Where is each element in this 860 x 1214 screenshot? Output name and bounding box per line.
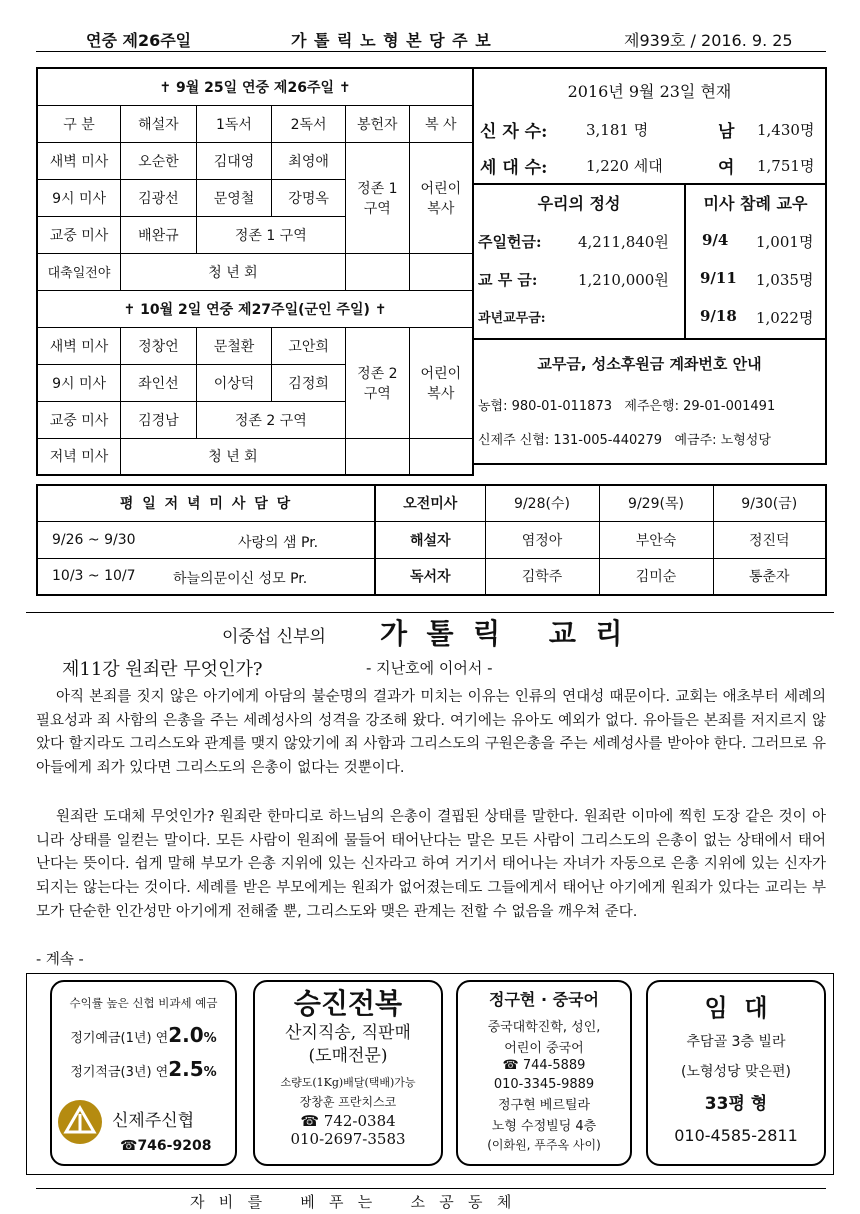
rate: 2.5 [168,1057,204,1081]
offering-amount: 1,210,000원 [578,271,669,289]
weekday-group: 하늘의문이신 성모 Pr. [173,571,308,588]
households-count: 1,220 세대 [586,157,663,175]
female-count: 1,751명 [757,157,815,175]
cell: 청 년 회 [121,438,346,475]
ad-line: (도매전문) [308,1046,388,1066]
ad-line: 산지직송, 직판매 [285,1023,411,1043]
ad-line: 33평 형 [704,1094,768,1114]
cell: 이상덕 [196,364,272,401]
ad-line: 수익률 높은 신협 비과세 예금 [69,996,218,1010]
ad-title: 정구현 · 중국어 [489,990,599,1009]
weekday-dates: 9/26 ~ 9/30 [52,531,136,548]
offerer-cell: 정존 1 구역 [345,142,409,253]
col-header: 구 분 [37,105,121,142]
ad-title: 승진전복 [293,987,403,1020]
ad-line: 정기예금(1년) 연 [70,1031,169,1046]
bulletin-header [36,26,826,52]
cell: 청 년 회 [121,253,346,290]
cell: 정진덕 [713,521,826,558]
mass-name: 새벽 미사 [37,327,121,364]
households-label: 세 대 수: [480,158,548,178]
liturgical-week: 연중 제26주일 [86,31,192,50]
cell: 김미순 [599,558,713,595]
continued-note: - 지난호에 이어서 - [366,659,493,677]
male-label: 남 [718,122,735,142]
mass-name: 새벽 미사 [37,142,121,179]
cell: 정존 1 구역 [196,216,345,253]
cell: 문영철 [196,179,272,216]
percent: % [203,1031,217,1046]
ad-rental [646,980,826,1166]
cell: 김정희 [272,364,346,401]
col-header: 봉헌자 [345,105,409,142]
ad-line: 정구현 베르틸라 [497,1098,591,1113]
server-cell: 어린이 복사 [409,142,473,253]
cell: 최영애 [272,142,346,179]
attendance-title: 미사 참례 교우 [703,194,808,213]
cell: 정창언 [121,327,197,364]
weekday-row [37,521,375,558]
doctrine-paragraph: 아직 본죄를 짓지 않은 아기에게 아담의 불순명의 결과가 미치는 이유는 인류의 연대성 때문이다. 교회는 애초부터 세례의 필요성과 죄 사함의 은총을 주는 세례성사의 성격을 강조해 왔다. 여기에는 유아도 예외가 없다. 유아들은 본죄를 저지르지 않았다 할지라도 그리스도와 관계를 맺지 않았기에 죄 사함과 그리스도의 구원은총을 주는 세례성사를 받아야 한다. 그러므로 유아들에게 죄가 있다면 그리스도의 은총이 없다는 것뿐이다. [36,689,826,777]
attendance-count: 1,035명 [756,271,814,289]
mass-name: 교중 미사 [37,216,121,253]
offering-title: 우리의 정성 [537,194,621,213]
cell: 부안숙 [599,521,713,558]
footer-motto [36,1188,826,1212]
ad-line: 노형 수정빌딩 4층 [491,1119,597,1134]
ad-abalone [253,980,443,1166]
ad-phone: ☎746-9208 [120,1138,212,1154]
motto-text: 자 비 를 베 푸 는 소 공 동 체 [190,1193,512,1211]
col-header: 해설자 [121,105,197,142]
attendance-date: 9/4 [702,231,729,249]
ad-line: (이화원, 푸주옥 사이) [487,1138,601,1152]
offerer-cell: 정존 2 구역 [345,327,409,438]
ad-line: 장창훈 프란치스코 [299,1095,397,1109]
attendance-date: 9/11 [700,269,737,287]
ad-line: 정기적금(3년) 연 [70,1065,169,1080]
male-count: 1,430명 [757,121,815,139]
schedule-banner-sep25: ✝ 9월 25일 연중 제26주일 ✝ [37,68,473,105]
weekday-title: 평 일 저 녁 미 사 담 당 [37,485,375,521]
mass-name: 저녁 미사 [37,438,121,475]
doctrine-paragraph: 원죄란 도대체 무엇인가? 원죄란 한마디로 하느님의 은총이 결핍된 상태를 말한다. 원죄란 이마에 찍힌 도장 같은 것이 아니라 상태를 일컫는 말이다. 모든 사람이 원죄에 물들어 태어난다는 말은 모든 사람이 그리스도의 은총이 없는 상태에서 태어난다는 뜻이다. 쉽게 말해 부모가 은총 지위에 있는 신자라고 하여 거기서 태어나는 자녀가 자동으로 은총 지위에 있는 신자가 되지는 않는다는 것이다. 세례를 받은 부모에게는 원죄가 없어졌는데도 그들에게서 태어난 아기에게 원죄가 있다는 교리는 부모가 단순한 인간성만 아기에게 전해줄 뿐, 그리스도와 맺은 관계는 전할 수 없음을 깨우쳐 준다. [36,809,826,920]
believers-count: 3,181 명 [586,121,649,139]
col-header: 2독서 [272,105,346,142]
cell: 김광선 [121,179,197,216]
mass-name: 교중 미사 [37,401,121,438]
lesson-title: 제11강 원죄란 무엇인가? [62,659,263,680]
cell: 김경남 [121,401,197,438]
account-line1: 농협: 980-01-011873 제주은행: 29-01-001491 [478,399,776,414]
bulletin-title: 가 톨 릭 노 형 본 당 주 보 [291,31,492,50]
to-be-continued: - 계속 - [36,952,84,968]
morning-title: 오전미사 [375,485,485,521]
percent: % [203,1065,217,1080]
ad-chinese-lesson [456,980,632,1166]
duty-table [36,484,827,596]
cell: 통춘자 [713,558,826,595]
cell: 오순한 [121,142,197,179]
offering-amount: 4,211,840원 [578,233,669,251]
weekday-row [37,558,375,595]
ad-line: 추담골 3층 빌라 [686,1034,786,1050]
col-header: 복 사 [409,105,473,142]
role-label: 독서자 [375,558,485,595]
ad-phone: 010-4585-2811 [674,1126,798,1145]
cell: 정존 2 구역 [196,401,345,438]
stats-date: 2016년 9월 23일 현재 [567,82,732,101]
attendance-count: 1,022명 [756,309,814,327]
offering-label: 과년교무금: [478,311,546,326]
attendance-count: 1,001명 [756,233,814,251]
attendance-date: 9/18 [700,307,737,325]
cell: 문철환 [196,327,272,364]
ad-phone: 010-3345-9889 [493,1077,595,1092]
cell: 염정아 [485,521,599,558]
account-line2: 신제주 신협: 131-005-440279 예금주: 노형성당 [478,433,771,448]
mass-schedule [36,67,474,476]
rate: 2.0 [168,1023,204,1047]
doctrine-author: 이중섭 신부의 [222,627,326,647]
credit-union-logo [58,1100,102,1144]
ad-line: 중국대학진학, 성인, [487,1020,601,1035]
account-title: 교무금, 성소후원금 계좌번호 안내 [537,355,762,373]
ad-phone: ☎ 742-0384 [300,1112,396,1130]
ad-title: 임 대 [704,994,768,1022]
mass-name: 9시 미사 [37,364,121,401]
role-label: 해설자 [375,521,485,558]
ad-phone: ☎ 744-5889 [502,1058,586,1073]
female-label: 여 [718,158,735,178]
issue-number: 제939호 / 2016. 9. 25 [624,31,793,50]
cell: 좌인선 [121,364,197,401]
morning-date: 9/29(목) [599,485,713,521]
ad-line: 소량도(1Kg)배달(택배)가능 [280,1076,416,1089]
server-cell: 어린이 복사 [409,327,473,438]
offering-label: 교 무 금: [478,271,538,289]
parish-stats [474,67,827,465]
morning-date: 9/28(수) [485,485,599,521]
ad-phone: 010-2697-3583 [290,1130,406,1148]
offering-label: 주일헌금: [478,233,542,251]
cell: 고안희 [272,327,346,364]
ad-credit-union [50,980,237,1166]
weekday-group: 사랑의 샘 Pr. [238,534,319,551]
cell: 강명옥 [272,179,346,216]
doctrine-title: 가 톨 릭 교 리 [380,617,623,650]
ad-name: 신제주신협 [112,1111,195,1131]
weekday-dates: 10/3 ~ 10/7 [52,568,136,585]
cell: 김학주 [485,558,599,595]
believers-label: 신 자 수: [480,122,548,142]
schedule-banner-oct2: ✝ 10월 2일 연중 제27주일(군인 주일) ✝ [37,290,473,327]
ad-line: 어린이 중국어 [504,1041,584,1056]
mass-name: 대축일전야 [37,253,121,290]
col-header: 1독서 [196,105,272,142]
morning-date: 9/30(금) [713,485,826,521]
ad-line: (노형성당 맞은편) [680,1064,792,1080]
mass-name: 9시 미사 [37,179,121,216]
cell: 김대영 [196,142,272,179]
cell: 배완규 [121,216,197,253]
